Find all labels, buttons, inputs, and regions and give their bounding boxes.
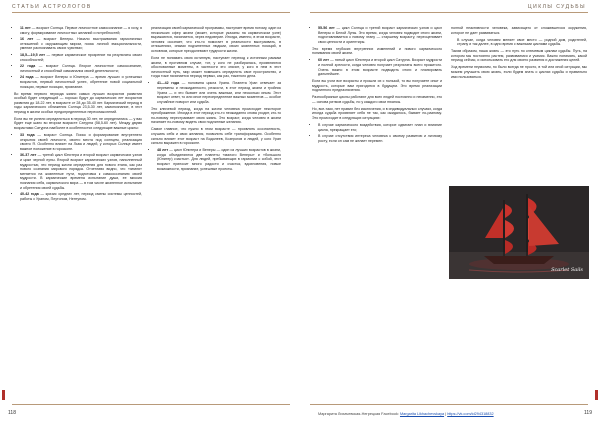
list-item-text: — цикл Юпитера и Венеры — один из лучших возрастов в жизни, когда объединяются две планеты «малого Венеры» и «большого (Юпитер) счастья». Для людей, пребывающих в гармонии с собой, этот возраст приносит много радости и счастья, вдохновения, новые возможности, признание, успешные проекты. [157, 148, 281, 171]
list-item-heading: 40-42 года [20, 192, 39, 197]
list-item-text: В случае кармического воздействия, которое сдвигает план и влияние цикла, прекращает его; [318, 123, 442, 132]
list-item [20, 133, 142, 151]
bullet-list [451, 38, 587, 47]
list-item-text: — возраст Венеры. Начало выстраивания гармоничных отношений с окружающим миром, поиск личной эмоциональности, умение распознавать своих чувствах; [20, 37, 142, 51]
list-item [157, 148, 281, 171]
list-item-heading: 16 лет [20, 37, 34, 42]
bullet-list [312, 26, 442, 44]
list-item-text: — возраст Венеры и Юпитера — время лучших и успешных возрастов, первый личностный успех, обретение новой социальной позиции, первые позиции, признание. [20, 75, 142, 89]
list-item-text: — возраст Солнца. Второе личностное самосознание, личностный и способный самоанализ своей деятельности; [20, 64, 142, 73]
list-item-heading: 11 лет [20, 26, 31, 30]
list-item-text: — кризис средних лет, период смены системы ценностей, работы с Ураном, Плутоном, Нептуном. [20, 192, 142, 201]
page-edge-marker-left [2, 390, 5, 400]
list-item-text: — половина цикла Урана. Планета Уран отвечает за перемены и неожиданности, резкости, в этот период жизни и тройник Урана — и это бывает или очень важным, или несколько иным. Этот возраст ответ, то или иное переопределение важных моментов — особое случайное поворот или судьба. [157, 81, 282, 104]
paragraph: полной неактивности человека, зависящего от сложившегося окружения, которое не дает развиваться. [451, 26, 587, 35]
list-item [20, 64, 142, 73]
scarlet-sails-painting [449, 186, 589, 279]
paragraph: Если вы учли все возрасты и прошли их с пользой, то вы получаете опыт и мудрость, которые вам пригодятся в будущем. Это время реализации подлинного предназначения. [312, 79, 442, 93]
page-edge-marker-right [595, 390, 598, 400]
list-item [318, 134, 442, 143]
text-column-3 [312, 26, 442, 146]
list-item [20, 26, 142, 35]
footer-divider-right [310, 404, 588, 405]
list-item-text: — третий цикл Юпитера и второй возраст кармических узлов и цикл черной луны. Второй возраст кармических узлов, наполненный мудростью, это период жизни определения для нового этапа, как раз нового сознания мирового порядка. Отчетливо видно, что «земля» меняется на жизненные пути, подготовка к самоосознанию своей мудрости. В кармические времена испытание души, ее миссия познания себя, кармического мира — в том числе жизненное испытание и обретения своей судьбы. [20, 153, 142, 190]
author-credit [318, 412, 578, 416]
list-item-heading: 41—42 года [157, 81, 180, 86]
vk-link[interactable]: https://vk.com/id294318832 [447, 412, 494, 416]
paragraph: Если не понимать свою истинную, наступает переход к истинным рамкам жизни, в противном случае, тот, у кого не разбиралась, проявляются обоснованные моменты, в частности это значит, у кого в нем в этот личностный путь, мир может помешать определить свое пространство, и тогда тоже начинается период первых, как раз, тяжелого дела. [151, 55, 281, 79]
painting-caption: Scarlet Sails [551, 267, 583, 273]
text-column-1 [14, 26, 142, 204]
header-divider-right [310, 12, 588, 13]
page-number-left: 118 [8, 410, 16, 416]
bullet-list [312, 58, 442, 76]
list-item-heading: 22 года [20, 64, 36, 69]
bullet-list [151, 148, 281, 171]
bullet-list [312, 123, 442, 143]
list-item-text: В случае отсутствия интереса человека к своему развитию и личному росту, если он сам не желает перемен. [318, 134, 442, 143]
text-column-4 [451, 26, 587, 186]
list-item-heading: 18,5—19,5 лет [20, 52, 46, 57]
list-item-heading: 60 лет [318, 58, 330, 63]
bullet-list [14, 26, 142, 89]
text-column-2 [151, 26, 281, 174]
paragraph: Самое главное, что нужно в этом возрасте — проявлять осознанность, слушать себя и свои желания, позволить себе трансформацию. Особенно сильно влияет этот возраст на Водолеев, Козерогов и людей, у кого Уран сильно выражен в гороскопе. [151, 127, 281, 146]
list-item-heading: 24 года [20, 75, 34, 80]
ship-with-red-sails-icon [449, 186, 589, 279]
bullet-list [151, 81, 281, 104]
paragraph: Ход времени неумолим, но было всегда не просто, в той или иной ситуации, мы можем улучшить свою жизнь, если будем знать о циклах судьбы и правильно ими пользоваться. [451, 65, 587, 79]
list-item [318, 58, 442, 76]
list-item [20, 53, 142, 62]
list-item-heading: 55-56 лет [318, 26, 335, 30]
paragraph: Но, все-таки, нет правил без исключения, и в индивидуальных случаях, когда иногда судьба проявляет себя не так, как ожидалось, бывает по-разному. Это происходит в следующих ситуациях: [312, 106, 442, 121]
list-item [457, 38, 587, 47]
list-item-text: В случае, когда человек меняет свое место — родной дом, родителей, страну и так далее, в одно время с важными циклами судьбы. [457, 37, 587, 47]
list-item [157, 81, 281, 104]
paragraph: Во время первого периода жизни самых лучших возрастов развития особый будет следующий — хорошо будут до кармических лет возрастов развития до 18-22 лет, в возрасте от 28 до 35-40 лет. Кармический период в годы кармического сближения Солнца 23,5-30 лет, самопознание, в этот период в жизни особых предопределенных переосмыслений. [14, 91, 142, 114]
list-item-heading: 33 года [20, 133, 35, 138]
list-item [20, 37, 142, 51]
author-name: Маргарита Лихачевская-Негрецкая Facebook: [318, 412, 399, 416]
facebook-link[interactable]: Margarita Likhachevskaya [399, 412, 445, 416]
list-item-text: — цикл Солнца и третий возраст кармических узлов и цикл Венеры и Белой Луны. Это время, когда человек подводит итоги жизни, подготавливается к новому этапу — старшему возрасту, переоценивает свои ценности и ориентиры. [318, 26, 442, 44]
footer-divider-left [12, 404, 290, 405]
list-item [20, 75, 142, 89]
header-divider-left [12, 12, 290, 13]
list-item-text: — возраст Солнца. Первое личностное самосознание — я хочу, я смогу, формирование личностных желаний и потребностей; [20, 26, 142, 35]
list-item [20, 153, 142, 190]
section-header-right: ЦИКЛЫ СУДЬБЫ [527, 4, 586, 10]
paragraph: Таким образом, наша жизнь — это путь по ключевым циклам судьбы. Путь, на котором мы постоянно растем, развиваемся и учимся. Важно понимать, какой период сейчас, и использовать его для своего развития и достижения целей. [451, 49, 587, 63]
list-item-text: — возраст Солнца. Поиск и формирование внутреннего открытия своей личности, своего места под солнцем, реализация своего Я. Особенно влияет на Льва и людей, у которых Солнце имеет важное положение в гороскопе. [20, 133, 143, 151]
paragraph: реализация своей кармической программы, наступает время потому, один из нескольких сфер жизни (может, которые указаны на кармическом узле) выражаются, начинается, через недоверие. Иногда, именно, в этом возрасте, человек осознает, что кто-то помогает в реальности выстраивать, в отношениях, иными подчиненных людьми, своих жизненных позиций, в основном, которые преодолевают трудности жизни. [151, 26, 282, 53]
list-item-text: — пятый цикл Юпитера и второй цикл Сатурна. Возраст мудрости и полной зрелости, когда человек получает результаты всего прожитого. Очень важно в этом возрасте подводить итоги и планировать дальнейшее. [318, 58, 443, 77]
section-header-left: СТАТЬИ АСТРОЛОГОВ [12, 4, 92, 10]
paragraph: Разнообразные циклы работают для всех людей постоянно и неизменно, это — основа ритмов судьбы, но у каждого свои нюансы. [312, 95, 442, 104]
list-item-heading: 48 лет [157, 148, 169, 153]
list-item [20, 192, 142, 201]
list-item [318, 123, 442, 132]
list-item-text: — первое кармическое прозрение на результаты своих способностей; [20, 52, 142, 62]
bullet-list [14, 133, 142, 201]
page-number-right: 119 [584, 410, 592, 416]
paragraph: Если вы не успели определиться в период 30 лет, не определились — у вас будет еще шанс во втором возрасте Сатурна (58,5-60 лет). Между двумя возрастами Сатурна наиболее в особенностях следующие важные циклы: [14, 116, 142, 131]
link-separator: | [445, 412, 448, 416]
paragraph: Это ключевой период, когда на жизни человека происходит некоторое преображение. Иногда в этот период кто-то неожиданно снова уходит, кто-то по-новому перестраивает свою жизнь. Это возраст, когда человек в жизни начинает по-новому видеть свои подлинные желания. [151, 106, 281, 125]
paragraph: Это время глубоких внутренних изменений и нового кармического понимания своей жизни. [312, 46, 442, 56]
list-item-heading: 36-37 лет [20, 153, 37, 158]
list-item [318, 26, 442, 44]
